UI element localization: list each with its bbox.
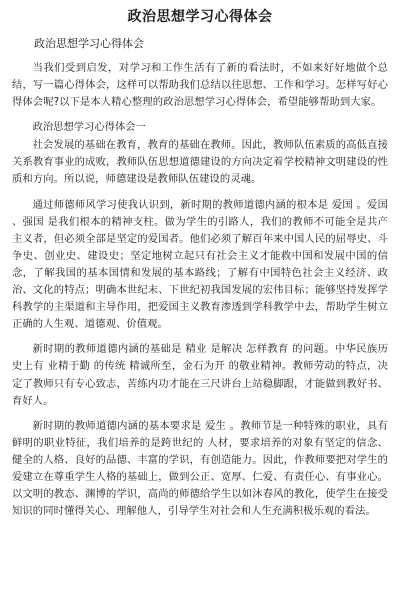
body-paragraph-4: 新时期的教师道德内涵的基本要求是 爱生 。教师节是一种特殊的职业，具有鲜明的职业特征，我们培养的是跨世纪的 人材，要求培养的对象有坚定的信念、健全的人格、良好的品德、丰富的学识，有创造能力。因此，作教师要把对学生的爱建立在尊重学生人格的基础上，做到公正、宽厚、仁爱、有责任心、有事业心。以文明的教态、渊博的学识，高尚的师德给学生以如沐春风的教化，使学生在接受知识的同时懂得关心、理解他人，引导学生对社会和人生充满积极乐观的看法。	[12, 419, 388, 518]
page-title: 政治思想学习心得体会	[127, 9, 273, 25]
body-paragraph-2: 通过师德师风学习使我认识到，新时期的教师道德内涵的根本是 爱国 。爱国 、强国 是我们根本的精神支柱。做为学生的引路人，我们的教师不可能全是共产主义者，但必须全部是坚定的爱国者。他们必须了解百年来中国人民的屈辱史、斗争史、创业史、建设史；坚定地树立起只有社会主义才能救中国和发展中国的信念，了解我国的基本国情和发展的基本路线；了解有中国特色社会主义经济、政治、文化的特点；明确本世纪末、下世纪初我国发展的宏伟目标；能够坚持发挥学科教学的主渠道和主导作用，把爱国主义教育渗透到学科教学中去，帮助学生树立正确的人生观、道德观、价值观。	[12, 198, 388, 331]
body-paragraph-1: 社会发展的基础在教育，教育的基础在教师。因此，教师队伍素质的高低直接关系教育事业的成败，教师队伍思想道德建设的方向决定着学校精神文明建设的性质和方向。所以说，师德建设是教师队伍建设的灵魂。	[12, 139, 388, 186]
document-subtitle: 政治思想学习心得体会	[34, 37, 144, 50]
body-paragraph-3: 新时期的教师道德内涵的基础是 精业 是解决 怎样教育 的问题。中华民族历史上有 业精于勤 的传统 精诚所至，金石为开 的敬业精神。教师劳动的特点，决定了教师只有专心致志，苦练内功才能在三尺讲台上站稳脚跟，才能做到教好书、育好人。	[12, 343, 388, 407]
intro-paragraph: 当我们受到启发，对学习和工作生活有了新的看法时，不如来好好地做个总结，写一篇心得体会，这样可以帮助我们总结以往思想、工作和学习。怎样写好心得体会呢?以下是本人精心整理的政治思想学习心得体会，希望能够帮助到大家。	[12, 62, 388, 109]
section-heading: 政治思想学习心得体会一	[32, 121, 146, 134]
